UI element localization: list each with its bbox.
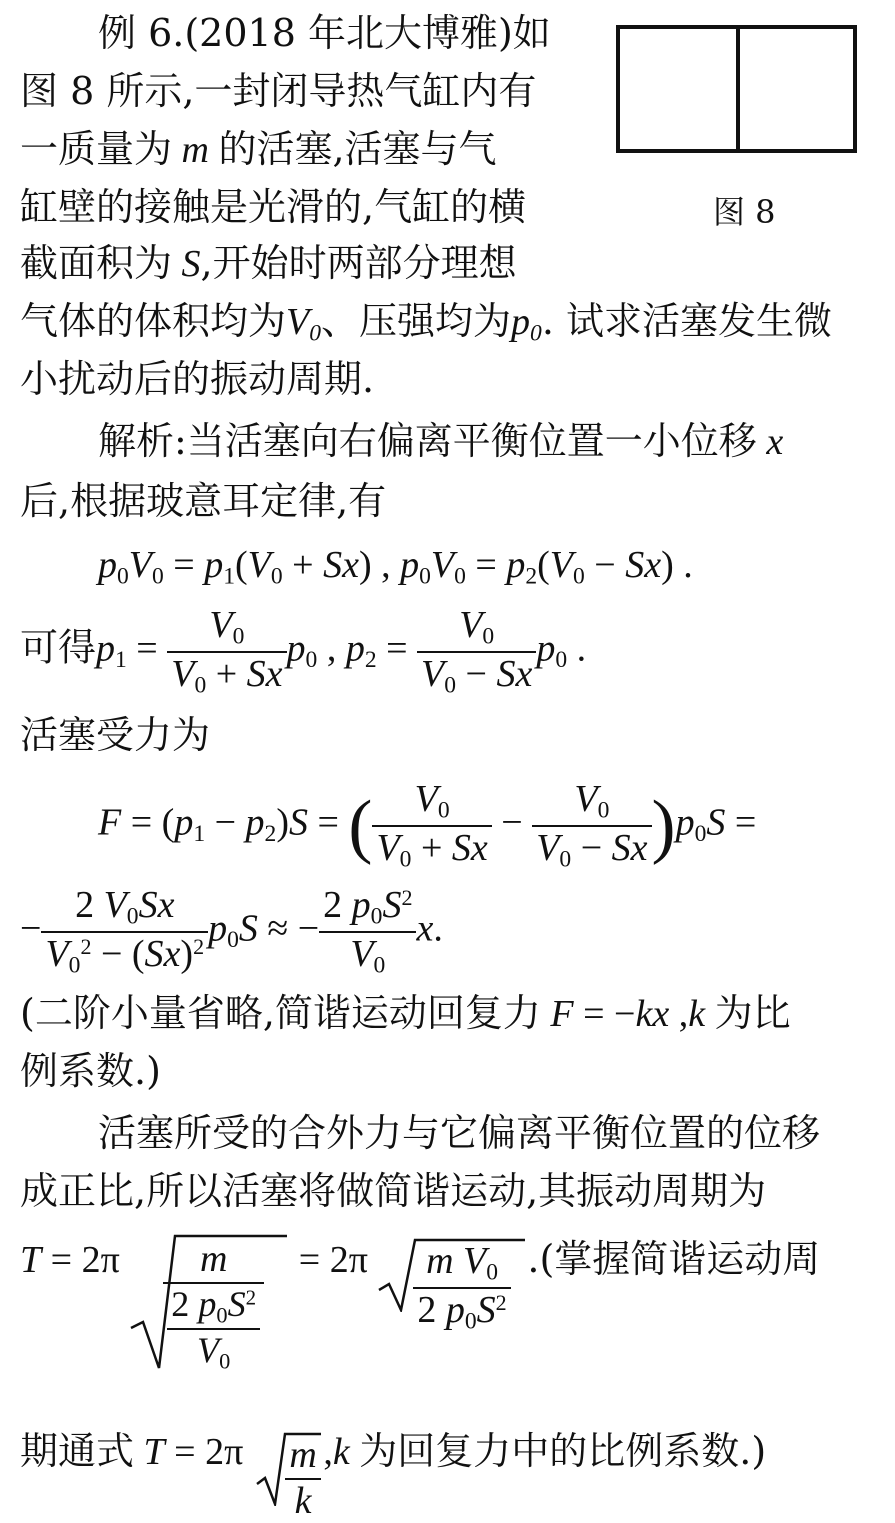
problem-line-4: 截面积为 S,开始时两部分理想 [20, 241, 517, 285]
force-label: 活塞受力为 [20, 713, 211, 757]
paragraph-2-line-2: 成正比,所以活塞将做简谐运动,其振动周期为 [20, 1169, 767, 1213]
note-line-2: 例系数.) [20, 1049, 161, 1093]
note-line-1: (二阶小量省略,简谐运动回复力 F = −kx ,k 为比 [20, 991, 791, 1035]
equation-force: $F = (p_1 - p_2)S$ = ( $\frac{V_0}{V_0 + Sx}$ − $\frac{V_0}{V_0 - Sx}$ )$p_0S$ = [98, 778, 757, 873]
example-header: 例 6.(2018 年北大博雅)如 [98, 11, 551, 55]
problem-line-3: 缸壁的接触是光滑的,气缸的横 [20, 185, 527, 229]
paragraph-2-line-1: 活塞所受的合外力与它偏离平衡位置的位移 [98, 1111, 821, 1155]
problem-line-6: 小扰动后的振动周期. [20, 357, 375, 401]
problem-line-1: 图 8 所示,一封闭导热气缸内有 [20, 69, 537, 113]
solution-intro: 解析:当活塞向右偏离平衡位置一小位移 x [98, 419, 784, 463]
problem-line-2: 一质量为 m 的活塞,活塞与气 [20, 127, 497, 171]
equation-period: T = 2π $\frac{m}{\frac{2 p_0S^2}{V_0}}$ = 2π $\frac{m V_0}{2 p_0S^2}$ .(掌握简谐运动周 [20, 1232, 820, 1372]
var-m: m [172, 129, 219, 171]
equation-force-approx: − $\frac{2 V_0Sx}{V_0^2 - (Sx)^2}$ $p_0S$ ≈ − $\frac{2 p_0S^2}{V_0}$ x. [20, 884, 443, 979]
figure-caption: 图 8 [713, 193, 776, 231]
equation-boyle: $p_0V_0 = p_1(V_0 + Sx)$ , $p_0V_0 = p_2(V_0 - Sx)$ . [98, 544, 693, 590]
equation-p1-p2: 可得$p_1$ = $\frac{V_0}{V_0 + Sx}$ $p_0$ , $p_2$ = $\frac{V_0}{V_0 - Sx}$ $p_0$ . [20, 604, 587, 699]
note-line-4: 期通式 T = 2π $\frac{m}{k}$ ,k 为回复力中的比例系数.) [20, 1429, 767, 1522]
problem-line-5: 气体的体积均为$V_0$、压强均为$p_0$. 试求活塞发生微 [20, 299, 832, 347]
figure-8-piston [736, 25, 740, 153]
solution-intro-2: 后,根据玻意耳定律,有 [20, 479, 387, 523]
